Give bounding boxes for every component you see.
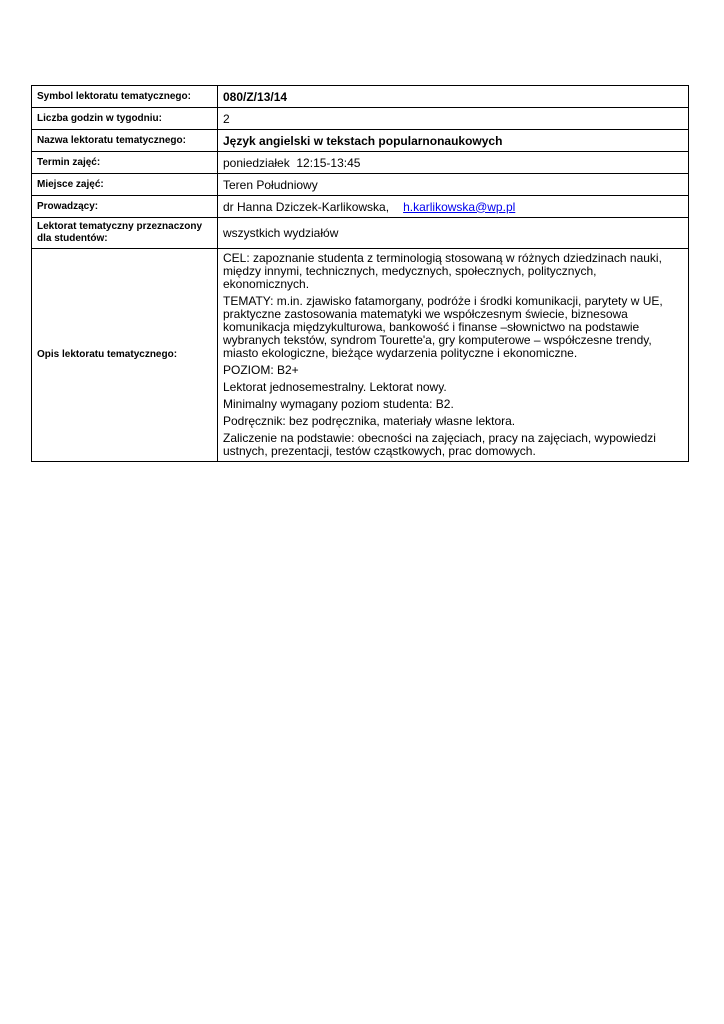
row-audience — [32, 218, 689, 249]
symbol-label: Symbol lektoratu tematycznego: — [32, 86, 218, 108]
course-info-table — [31, 85, 689, 462]
description-paragraph-topics: TEMATY: m.in. zjawisko fatamorgany, podróże i środki komunikacji, parytety w UE, praktyczne zastosowania matematyki we współczesnym świecie, biznesowa komunikacja międzykulturowa, bankowość i finanse –słownictwo na podstawie wybranych tekstów, syndrom Tourette'a, gry komputerowe – współczesne trendy, miasto ekologiczne, bieżące wydarzenia polityczne i ekonomiczne. — [223, 294, 663, 360]
description-paragraph-level: POZIOM: B2+ — [223, 363, 299, 377]
term-value: poniedziałek 12:15-13:45 — [218, 152, 689, 174]
description-paragraph-min-level: Minimalny wymagany poziom studenta: B2. — [223, 397, 454, 411]
description-paragraph-textbook: Podręcznik: bez podręcznika, materiały własne lektora. — [223, 414, 516, 428]
course-name-label: Nazwa lektoratu tematycznego: — [32, 130, 218, 152]
place-value: Teren Południowy — [218, 174, 689, 196]
row-term — [32, 152, 689, 174]
description-value — [218, 249, 689, 462]
instructor-email-link[interactable]: h.karlikowska@wp.pl — [403, 199, 516, 214]
audience-label: Lektorat tematyczny przeznaczony dla studentów: — [32, 218, 218, 249]
description-paragraph-goal: CEL: zapoznanie studenta z terminologią stosowaną w różnych dziedzinach nauki, między innymi, technicznych, medycznych, społecznych, politycznych, ekonomicznych. — [223, 251, 662, 291]
description-label: Opis lektoratu tematycznego: — [32, 249, 218, 462]
term-label: Termin zajęć: — [32, 152, 218, 174]
row-description — [32, 249, 689, 462]
instructor-value — [218, 196, 689, 218]
description-paragraph-assessment: Zaliczenie na podstawie: obecności na zajęciach, pracy na zajęciach, wypowiedzi ustnych, prezentacji, testów cząstkowych, prac domowych. — [223, 431, 656, 458]
description-paragraph-semester: Lektorat jednosemestralny. Lektorat nowy. — [223, 380, 447, 394]
course-name-value: Język angielski w tekstach popularnonaukowych — [218, 130, 689, 152]
course-info-sheet — [31, 85, 689, 462]
symbol-value: 080/Z/13/14 — [218, 86, 689, 108]
row-place — [32, 174, 689, 196]
row-symbol — [32, 86, 689, 108]
hours-label: Liczba godzin w tygodniu: — [32, 108, 218, 130]
audience-value: wszystkich wydziałów — [218, 218, 689, 249]
row-hours — [32, 108, 689, 130]
row-name — [32, 130, 689, 152]
hours-value: 2 — [218, 108, 689, 130]
instructor-label: Prowadzący: — [32, 196, 218, 218]
row-instructor — [32, 196, 689, 218]
instructor-name: dr Hanna Dziczek-Karlikowska, — [223, 199, 390, 214]
place-label: Miejsce zajęć: — [32, 174, 218, 196]
